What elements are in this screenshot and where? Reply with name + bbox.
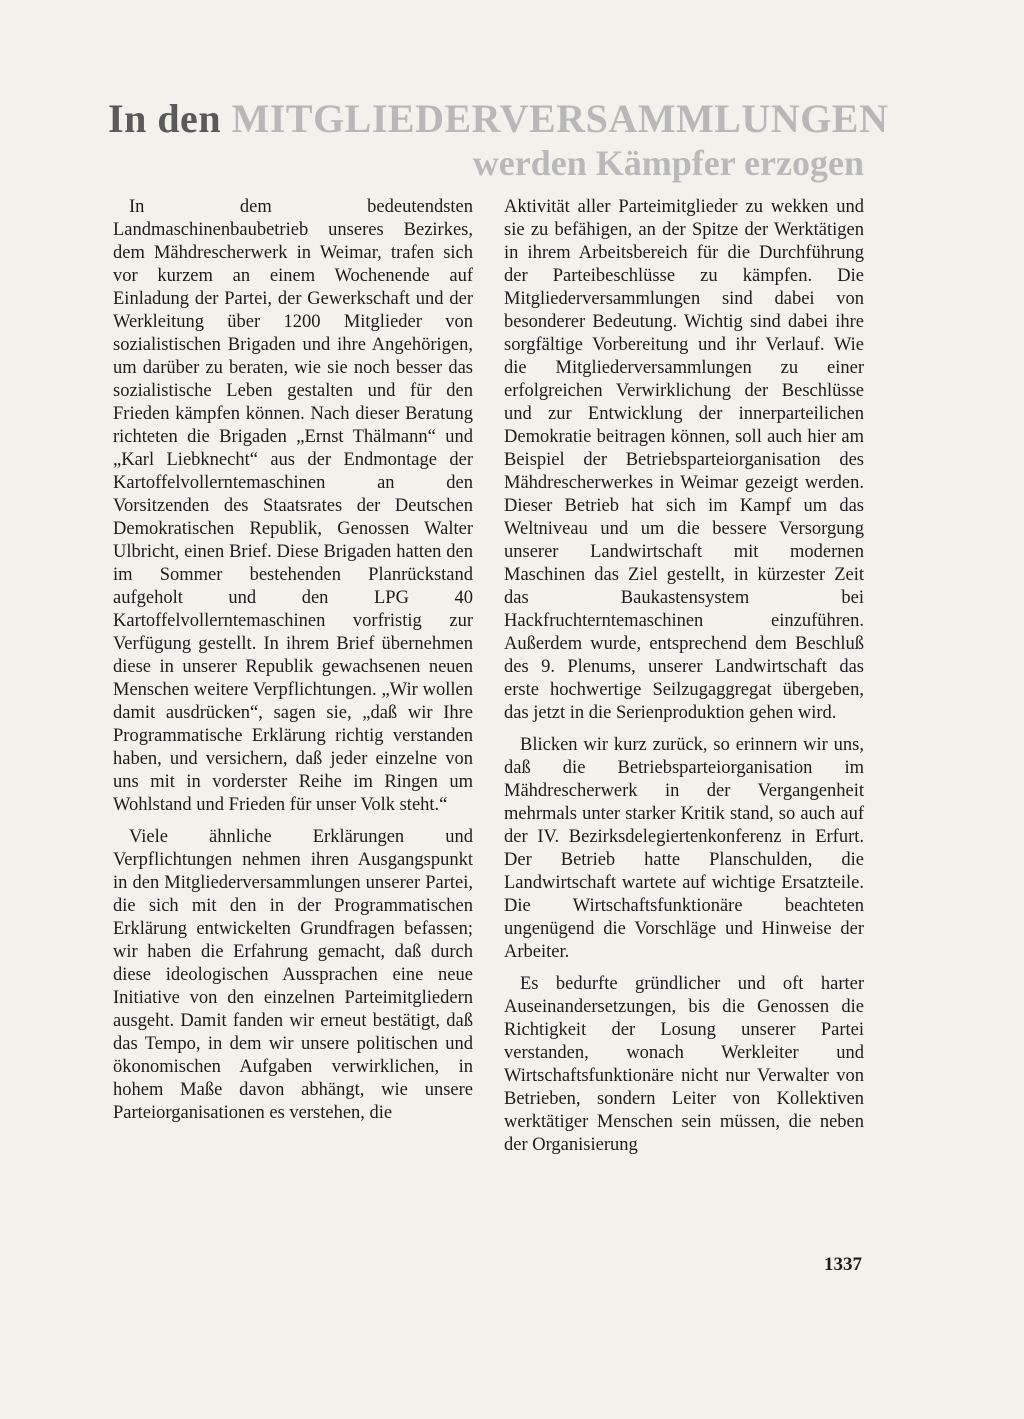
headline-line-2: werden Kämpfer erzogen bbox=[472, 143, 864, 183]
paragraph: In dem bedeutendsten Landmaschinenbaubetrieb unseres Bezirkes, dem Mähdrescherwerk in Weimar, trafen sich vor kurzem an einem Wochenende auf Einladung der Partei, der Gewerkschaft und der Werkleitung über 1200 Mitglieder von sozialistischen Brigaden und ihre Angehörigen, um darüber zu beraten, wie sie noch besser das sozialistische Leben gestalten und für den Frieden kämpfen können. Nach dieser Beratung richteten die Brigaden „Ernst Thälmann“ und „Karl Liebknecht“ aus der Endmontage der Kartoffelvollerntemaschinen an den Vorsitzenden des Staatsrates der Deutschen Demokratischen Republik, Genossen Walter Ulbricht, einen Brief. Diese Brigaden hatten den im Sommer bestehenden Planrückstand aufgeholt und den LPG 40 Kartoffelvollerntemaschinen vorfristig zur Verfügung gestellt. In ihrem Brief übernehmen diese in unserer Republik gewachsenen neuen Menschen weitere Verpflichtungen. „Wir wollen damit ausdrücken“, sagen sie, „daß wir Ihre Programmatische Erklärung richtig verstanden haben, und versichern, daß jeder einzelne von uns mit in vorderster Reihe im Ringen um Wohlstand und Frieden für unser Volk steht.“ bbox=[113, 197, 473, 815]
paragraph: Blicken wir kurz zurück, so erinnern wir uns, daß die Betriebsparteiorganisation im Mähdrescherwerk in der Vergangenheit mehrmals unter starker Kritik stand, so auch auf der IV. Bezirksdelegiertenkonferenz in Erfurt. Der Betrieb hatte Planschulden, die Landwirtschaft wartete auf wichtige Ersatzteile. Die Wirtschaftsfunktionäre beachteten ungenügend die Vorschläge und Hinweise der Arbeiter. bbox=[504, 735, 864, 962]
headline-line-1 bbox=[108, 96, 889, 142]
paragraph: Viele ähnliche Erklärungen und Verpflichtungen nehmen ihren Ausgangspunkt in den Mitgliederversammlungen unserer Partei, die sich mit den in der Programmatischen Erklärung entwickelten Grundfragen befassen; wir haben die Erfahrung gemacht, daß durch diese ideologischen Aussprachen eine neue Initiative von den einzelnen Parteimitgliedern ausgeht. Damit fanden wir erneut bestätigt, daß das Tempo, in dem wir unsere politischen und ökonomischen Aufgaben verwirklichen, in hohem Maße davon abhängt, wie unsere Parteiorganisationen es verstehen, die bbox=[113, 827, 473, 1123]
paragraph: Es bedurfte gründlicher und oft harter Auseinandersetzungen, bis die Genossen die Richtigkeit der Losung unserer Partei verstanden, wonach Werkleiter und Wirtschaftsfunktionäre nicht nur Verwalter von Betrieben, sondern Leiter von Kollektiven werktätiger Menschen sein müssen, die neben der Organisierung bbox=[504, 974, 864, 1155]
article-headline bbox=[108, 96, 889, 184]
page-number: 1337 bbox=[824, 1254, 862, 1275]
headline-keyword: MITGLIEDERVERSAMMLUNGEN bbox=[231, 96, 889, 141]
left-text-column bbox=[113, 196, 473, 1134]
right-text-column bbox=[504, 196, 864, 1166]
headline-prefix: In den bbox=[108, 96, 232, 141]
paragraph: Aktivität aller Parteimitglieder zu wekken und sie zu befähigen, an der Spitze der Werktätigen in ihrem Arbeitsbereich für die Durchführung der Parteibeschlüsse zu kämpfen. Die Mitgliederversammlungen sind dabei von besonderer Bedeutung. Wichtig sind dabei ihre sorgfältige Vorbereitung und ihr Verlauf. Wie die Mitgliederversammlungen zu einer erfolgreichen Verwirklichung der Beschlüsse und zur Entwicklung der innerparteilichen Demokratie beitragen können, soll auch hier am Beispiel der Betriebsparteiorganisation des Mähdrescherwerkes in Weimar gezeigt werden. Dieser Betrieb hat sich im Kampf um das Weltniveau und um die bessere Versorgung unserer Landwirtschaft mit modernen Maschinen das Ziel gestellt, in kürzester Zeit das Baukastensystem bei Hackfruchterntemaschinen einzuführen. Außerdem wurde, entsprechend dem Beschluß des 9. Plenums, unserer Landwirtschaft das erste hochwertige Seilzugaggregat übergeben, das jetzt in die Serienproduktion gehen wird. bbox=[504, 197, 864, 723]
